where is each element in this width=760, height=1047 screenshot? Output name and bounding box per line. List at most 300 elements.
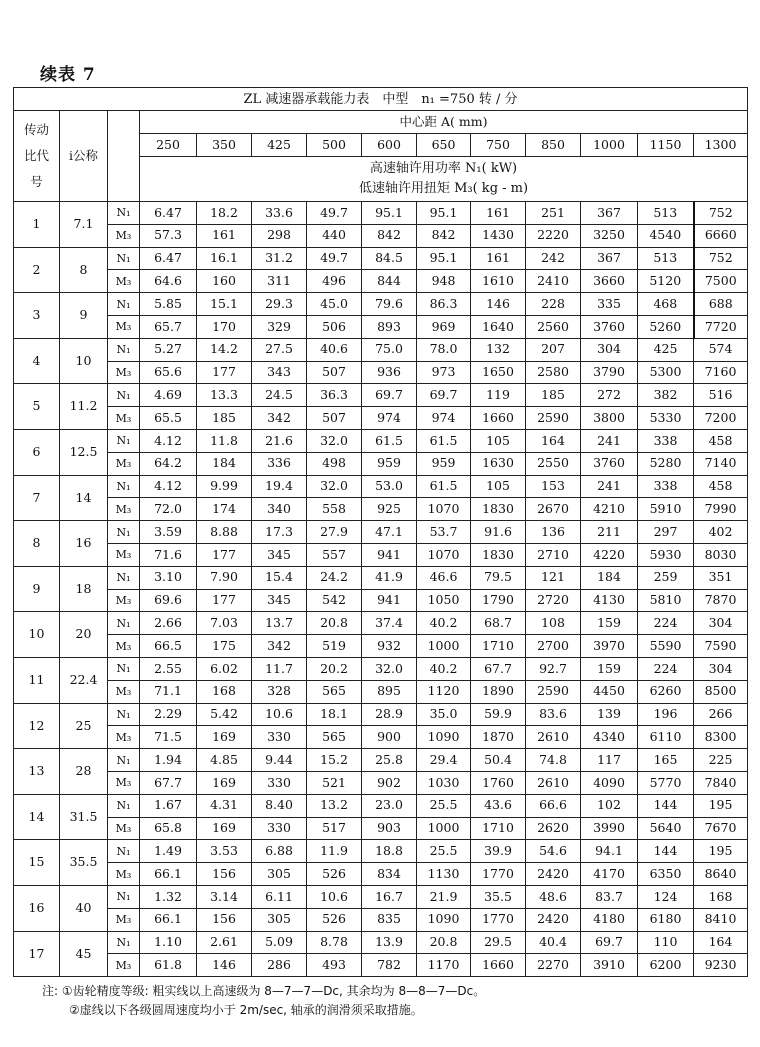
value-cell: 1.32 (140, 885, 197, 908)
value-cell: 3790 (581, 361, 638, 384)
value-cell: 329 (252, 315, 307, 338)
value-cell: 974 (417, 407, 471, 430)
nominal-ratio-cell: 7.1 (60, 202, 108, 248)
value-cell: 2420 (526, 908, 581, 931)
value-cell: 16.7 (362, 885, 417, 908)
value-cell: 932 (362, 635, 417, 658)
value-cell: 340 (252, 498, 307, 521)
value-cell: 184 (581, 566, 638, 589)
value-cell: 1630 (471, 452, 526, 475)
value-cell: 69.7 (417, 384, 471, 407)
table-row (14, 863, 748, 886)
value-cell: 895 (362, 680, 417, 703)
value-cell: 177 (197, 543, 252, 566)
torque-row-label: M₃ (108, 771, 140, 794)
value-cell: 1430 (471, 224, 526, 247)
table-row (14, 270, 748, 293)
value-cell: 91.6 (471, 521, 526, 544)
value-cell: 305 (252, 863, 307, 886)
table-row (14, 384, 748, 407)
table-row (14, 817, 748, 840)
value-cell: 59.9 (471, 703, 526, 726)
nominal-ratio-cell: 25 (60, 703, 108, 749)
value-cell: 343 (252, 361, 307, 384)
value-cell: 2720 (526, 589, 581, 612)
table-row (14, 361, 748, 384)
value-cell: 84.5 (362, 247, 417, 270)
value-cell: 7990 (694, 498, 748, 521)
value-cell: 40.2 (417, 612, 471, 635)
value-cell: 367 (581, 202, 638, 225)
value-cell: 159 (581, 657, 638, 680)
value-cell: 1.10 (140, 931, 197, 954)
value-cell: 4.85 (197, 749, 252, 772)
value-cell: 9230 (694, 954, 748, 977)
table-row (14, 954, 748, 977)
table-row (14, 407, 748, 430)
value-cell: 67.7 (471, 657, 526, 680)
value-cell: 32.0 (307, 475, 362, 498)
value-cell: 2.61 (197, 931, 252, 954)
value-cell: 1830 (471, 543, 526, 566)
value-cell: 574 (694, 338, 748, 361)
value-cell: 136 (526, 521, 581, 544)
value-cell: 4.69 (140, 384, 197, 407)
center-distance-250: 250 (140, 134, 197, 157)
value-cell: 65.8 (140, 817, 197, 840)
torque-row-label: M₃ (108, 954, 140, 977)
value-cell: 144 (638, 794, 694, 817)
value-cell: 4450 (581, 680, 638, 703)
value-cell: 2410 (526, 270, 581, 293)
value-cell: 900 (362, 726, 417, 749)
value-cell: 11.9 (307, 840, 362, 863)
value-cell: 21.9 (417, 885, 471, 908)
value-cell: 47.1 (362, 521, 417, 544)
torque-row-label: M₃ (108, 726, 140, 749)
value-cell: 5300 (638, 361, 694, 384)
value-cell: 144 (638, 840, 694, 863)
value-cell: 498 (307, 452, 362, 475)
value-cell: 2.29 (140, 703, 197, 726)
value-cell: 21.6 (252, 429, 307, 452)
value-cell: 8030 (694, 543, 748, 566)
power-row-label: N₁ (108, 931, 140, 954)
value-cell: 13.9 (362, 931, 417, 954)
value-cell: 948 (417, 270, 471, 293)
value-cell: 95.1 (362, 202, 417, 225)
value-cell: 24.2 (307, 566, 362, 589)
table-row (14, 726, 748, 749)
value-cell: 1660 (471, 954, 526, 977)
nominal-ratio-cell: 28 (60, 749, 108, 795)
value-cell: 10.6 (252, 703, 307, 726)
value-cell: 132 (471, 338, 526, 361)
value-cell: 286 (252, 954, 307, 977)
value-cell: 61.5 (362, 429, 417, 452)
value-cell: 1710 (471, 635, 526, 658)
table-row (14, 429, 748, 452)
power-row-label: N₁ (108, 338, 140, 361)
ratio-code-cell: 10 (14, 612, 60, 658)
value-cell: 78.0 (417, 338, 471, 361)
power-row-label: N₁ (108, 202, 140, 225)
value-cell: 19.4 (252, 475, 307, 498)
value-cell: 108 (526, 612, 581, 635)
value-cell: 513 (638, 202, 694, 225)
value-cell: 24.5 (252, 384, 307, 407)
value-cell: 40.2 (417, 657, 471, 680)
value-cell: 177 (197, 361, 252, 384)
value-cell: 5640 (638, 817, 694, 840)
value-cell: 165 (638, 749, 694, 772)
value-cell: 65.7 (140, 315, 197, 338)
value-cell: 13.7 (252, 612, 307, 635)
value-cell: 169 (197, 771, 252, 794)
value-cell: 66.5 (140, 635, 197, 658)
nominal-ratio-cell: 22.4 (60, 657, 108, 703)
value-cell: 45.0 (307, 293, 362, 316)
value-cell: 110 (638, 931, 694, 954)
value-cell: 5.09 (252, 931, 307, 954)
table-row (14, 749, 748, 772)
value-cell: 64.6 (140, 270, 197, 293)
ratio-code-cell: 1 (14, 202, 60, 248)
value-cell: 3910 (581, 954, 638, 977)
nominal-ratio-cell: 35.5 (60, 840, 108, 886)
table-row (14, 247, 748, 270)
table-row (14, 771, 748, 794)
value-cell: 40.6 (307, 338, 362, 361)
value-cell: 195 (694, 794, 748, 817)
ratio-code-cell: 11 (14, 657, 60, 703)
value-cell: 959 (362, 452, 417, 475)
value-cell: 241 (581, 429, 638, 452)
value-cell: 228 (526, 293, 581, 316)
value-cell: 6.47 (140, 247, 197, 270)
value-cell: 32.0 (307, 429, 362, 452)
value-cell: 513 (638, 247, 694, 270)
value-cell: 53.7 (417, 521, 471, 544)
value-cell: 311 (252, 270, 307, 293)
table-row (14, 703, 748, 726)
value-cell: 902 (362, 771, 417, 794)
value-cell: 9.99 (197, 475, 252, 498)
value-cell: 224 (638, 657, 694, 680)
value-cell: 1070 (417, 543, 471, 566)
value-cell: 1.94 (140, 749, 197, 772)
table-row (14, 908, 748, 931)
value-cell: 160 (197, 270, 252, 293)
value-cell: 40.4 (526, 931, 581, 954)
value-cell: 29.4 (417, 749, 471, 772)
nominal-ratio-cell: 31.5 (60, 794, 108, 840)
value-cell: 5930 (638, 543, 694, 566)
power-row-label: N₁ (108, 566, 140, 589)
value-cell: 20.2 (307, 657, 362, 680)
value-cell: 13.2 (307, 794, 362, 817)
value-cell: 153 (526, 475, 581, 498)
value-cell: 259 (638, 566, 694, 589)
value-cell: 2610 (526, 726, 581, 749)
value-cell: 117 (581, 749, 638, 772)
ratio-code-cell: 13 (14, 749, 60, 795)
value-cell: 18.8 (362, 840, 417, 863)
value-cell: 69.7 (581, 931, 638, 954)
ratio-code-cell: 2 (14, 247, 60, 293)
value-cell: 1.67 (140, 794, 197, 817)
value-cell: 54.6 (526, 840, 581, 863)
value-cell: 156 (197, 863, 252, 886)
nominal-ratio-cell: 9 (60, 293, 108, 339)
value-cell: 7590 (694, 635, 748, 658)
table-row (14, 794, 748, 817)
table-row (14, 498, 748, 521)
value-cell: 14.2 (197, 338, 252, 361)
value-cell: 184 (197, 452, 252, 475)
center-distance-425: 425 (252, 134, 307, 157)
value-cell: 493 (307, 954, 362, 977)
value-cell: 382 (638, 384, 694, 407)
table-row (14, 840, 748, 863)
value-cell: 156 (197, 908, 252, 931)
value-cell: 7140 (694, 452, 748, 475)
value-cell: 164 (526, 429, 581, 452)
value-cell: 526 (307, 863, 362, 886)
value-cell: 64.2 (140, 452, 197, 475)
value-cell: 1090 (417, 908, 471, 931)
value-cell: 2420 (526, 863, 581, 886)
value-cell: 65.6 (140, 361, 197, 384)
value-cell: 542 (307, 589, 362, 612)
value-cell: 8.40 (252, 794, 307, 817)
value-cell: 557 (307, 543, 362, 566)
value-cell: 5810 (638, 589, 694, 612)
value-cell: 105 (471, 475, 526, 498)
center-distance-1000: 1000 (581, 134, 638, 157)
value-cell: 161 (471, 247, 526, 270)
value-cell: 11.8 (197, 429, 252, 452)
value-cell: 1790 (471, 589, 526, 612)
value-cell: 83.6 (526, 703, 581, 726)
value-cell: 7.03 (197, 612, 252, 635)
value-cell: 6110 (638, 726, 694, 749)
value-cell: 49.7 (307, 247, 362, 270)
value-cell: 69.6 (140, 589, 197, 612)
power-row-label: N₁ (108, 703, 140, 726)
table-row (14, 680, 748, 703)
row-type-header (108, 111, 140, 202)
value-cell: 35.5 (471, 885, 526, 908)
value-cell: 842 (417, 224, 471, 247)
value-cell: 168 (197, 680, 252, 703)
value-cell: 2.66 (140, 612, 197, 635)
value-cell: 139 (581, 703, 638, 726)
ratio-code-cell: 12 (14, 703, 60, 749)
center-distance-500: 500 (307, 134, 362, 157)
value-cell: 7670 (694, 817, 748, 840)
value-cell: 298 (252, 224, 307, 247)
value-cell: 4340 (581, 726, 638, 749)
center-distance-1300: 1300 (694, 134, 748, 157)
value-cell: 752 (694, 202, 748, 225)
value-cell: 345 (252, 589, 307, 612)
value-cell: 6.11 (252, 885, 307, 908)
value-cell: 164 (694, 931, 748, 954)
center-distance-header: 中心距 A( mm) (140, 111, 748, 134)
value-cell: 5260 (638, 315, 694, 338)
value-cell: 335 (581, 293, 638, 316)
value-cell: 6.02 (197, 657, 252, 680)
nominal-ratio-cell: 10 (60, 338, 108, 384)
value-cell: 33.6 (252, 202, 307, 225)
table-row (14, 521, 748, 544)
value-cell: 5.42 (197, 703, 252, 726)
value-cell: 1660 (471, 407, 526, 430)
value-cell: 35.0 (417, 703, 471, 726)
torque-row-label: M₃ (108, 680, 140, 703)
torque-row-label: M₃ (108, 908, 140, 931)
value-cell: 37.4 (362, 612, 417, 635)
power-row-label: N₁ (108, 657, 140, 680)
torque-row-label: M₃ (108, 315, 140, 338)
value-cell: 8640 (694, 863, 748, 886)
value-cell: 207 (526, 338, 581, 361)
value-cell: 752 (694, 247, 748, 270)
value-cell: 4220 (581, 543, 638, 566)
value-cell: 468 (638, 293, 694, 316)
table-row (14, 338, 748, 361)
value-cell: 903 (362, 817, 417, 840)
value-cell: 11.7 (252, 657, 307, 680)
value-cell: 507 (307, 361, 362, 384)
nominal-ratio-cell: 18 (60, 566, 108, 612)
table-row (14, 543, 748, 566)
value-cell: 5.85 (140, 293, 197, 316)
value-cell: 925 (362, 498, 417, 521)
table-row (14, 612, 748, 635)
nominal-ratio-cell: 20 (60, 612, 108, 658)
value-cell: 516 (694, 384, 748, 407)
value-cell: 146 (197, 954, 252, 977)
power-row-label: N₁ (108, 840, 140, 863)
value-cell: 1090 (417, 726, 471, 749)
value-cell: 251 (526, 202, 581, 225)
center-distance-600: 600 (362, 134, 417, 157)
value-cell: 1000 (417, 635, 471, 658)
table-caption: 续表 7 (40, 65, 96, 85)
nominal-ratio-cell: 40 (60, 885, 108, 931)
value-cell: 1170 (417, 954, 471, 977)
value-cell: 342 (252, 635, 307, 658)
value-cell: 2710 (526, 543, 581, 566)
nominal-ratio-cell: 16 (60, 521, 108, 567)
torque-label: 低速轴许用扭矩 M₃( kg - m) (358, 181, 529, 196)
value-cell: 8300 (694, 726, 748, 749)
table-row (14, 452, 748, 475)
value-cell: 782 (362, 954, 417, 977)
value-cell: 345 (252, 543, 307, 566)
value-cell: 86.3 (417, 293, 471, 316)
value-cell: 496 (307, 270, 362, 293)
value-cell: 304 (694, 657, 748, 680)
value-cell: 95.1 (417, 247, 471, 270)
table-title: ZL 减速器承载能力表 中型 n₁ =750 转 / 分 (14, 88, 748, 111)
value-cell: 297 (638, 521, 694, 544)
value-cell: 31.2 (252, 247, 307, 270)
value-cell: 4.12 (140, 429, 197, 452)
value-cell: 25.5 (417, 840, 471, 863)
value-cell: 565 (307, 680, 362, 703)
ratio-code-cell: 14 (14, 794, 60, 840)
value-cell: 8.88 (197, 521, 252, 544)
value-cell: 3.14 (197, 885, 252, 908)
value-cell: 242 (526, 247, 581, 270)
value-cell: 3660 (581, 270, 638, 293)
nominal-ratio-cell: 14 (60, 475, 108, 521)
value-cell: 458 (694, 429, 748, 452)
value-cell: 1710 (471, 817, 526, 840)
value-cell: 4170 (581, 863, 638, 886)
value-cell: 2700 (526, 635, 581, 658)
value-cell: 4.12 (140, 475, 197, 498)
value-cell: 175 (197, 635, 252, 658)
value-cell: 68.7 (471, 612, 526, 635)
table-row (14, 202, 748, 225)
power-row-label: N₁ (108, 293, 140, 316)
value-cell: 92.7 (526, 657, 581, 680)
value-cell: 342 (252, 407, 307, 430)
value-cell: 4.31 (197, 794, 252, 817)
value-cell: 3970 (581, 635, 638, 658)
value-cell: 526 (307, 908, 362, 931)
value-cell: 46.6 (417, 566, 471, 589)
value-cell: 2220 (526, 224, 581, 247)
value-cell: 177 (197, 589, 252, 612)
value-cell: 224 (638, 612, 694, 635)
power-row-label: N₁ (108, 429, 140, 452)
value-cell: 1.49 (140, 840, 197, 863)
value-cell: 5280 (638, 452, 694, 475)
value-cell: 119 (471, 384, 526, 407)
ratio-code-cell: 6 (14, 429, 60, 475)
value-cell: 941 (362, 543, 417, 566)
torque-row-label: M₃ (108, 543, 140, 566)
value-cell: 6350 (638, 863, 694, 886)
value-cell: 2670 (526, 498, 581, 521)
value-cell: 17.3 (252, 521, 307, 544)
value-cell: 330 (252, 817, 307, 840)
torque-row-label: M₃ (108, 498, 140, 521)
table-row (14, 293, 748, 316)
value-cell: 507 (307, 407, 362, 430)
value-cell: 174 (197, 498, 252, 521)
value-cell: 48.6 (526, 885, 581, 908)
value-cell: 49.7 (307, 202, 362, 225)
value-cell: 2.55 (140, 657, 197, 680)
value-cell: 941 (362, 589, 417, 612)
value-cell: 8410 (694, 908, 748, 931)
value-cell: 2270 (526, 954, 581, 977)
table-row (14, 885, 748, 908)
value-cell: 185 (526, 384, 581, 407)
value-cell: 336 (252, 452, 307, 475)
value-cell: 7870 (694, 589, 748, 612)
value-cell: 3990 (581, 817, 638, 840)
value-cell: 39.9 (471, 840, 526, 863)
value-cell: 458 (694, 475, 748, 498)
value-cell: 225 (694, 749, 748, 772)
